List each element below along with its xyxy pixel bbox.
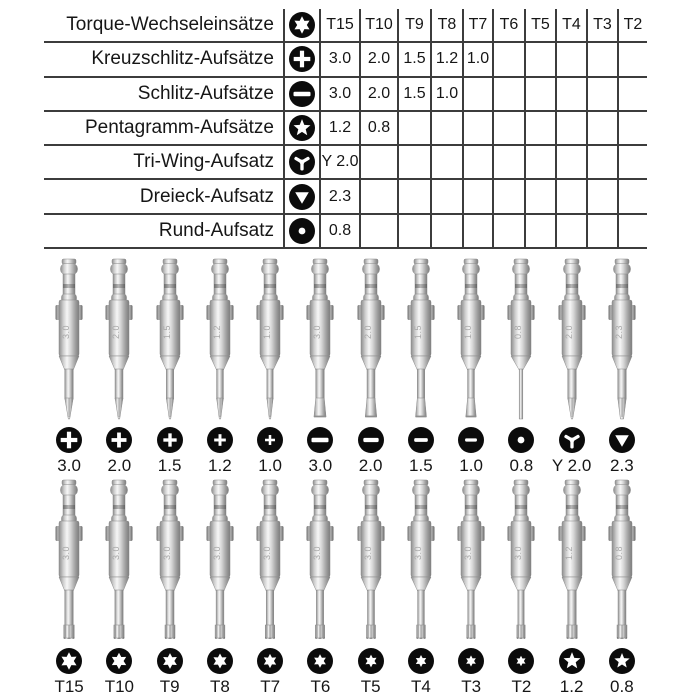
spec-row-label: Pentagramm-Aufsätze xyxy=(44,112,283,146)
spec-value-cell xyxy=(586,180,617,214)
torx-icon xyxy=(207,648,233,674)
spec-value-cell xyxy=(492,215,524,249)
svg-text:3.0: 3.0 xyxy=(61,545,72,561)
svg-text:2.0: 2.0 xyxy=(563,324,574,340)
bit-illustration xyxy=(501,479,541,644)
spec-value-cell xyxy=(617,112,647,146)
spec-value-cell: T4 xyxy=(555,9,586,43)
bit-size-label: T15 xyxy=(54,677,84,696)
spec-value-cell xyxy=(555,215,586,249)
spec-value-cell: 1.2 xyxy=(319,112,359,146)
spec-value-cell xyxy=(359,180,397,214)
spec-value-cell xyxy=(524,180,555,214)
round-icon xyxy=(508,427,534,453)
spec-value-cell: T3 xyxy=(586,9,617,43)
spec-value-cell xyxy=(555,78,586,112)
bit-illustration xyxy=(451,258,491,423)
spec-value-cell xyxy=(555,180,586,214)
phillips-icon xyxy=(289,46,315,72)
bit-size-label: 2.0 xyxy=(358,456,383,475)
torx-icon xyxy=(508,648,534,674)
bit-item xyxy=(145,258,195,476)
spec-row-icon-cell xyxy=(283,9,319,43)
spec-value-cell xyxy=(492,78,524,112)
torx-icon xyxy=(106,648,132,674)
phillips-icon xyxy=(207,427,233,453)
spec-row-label: Rund-Aufsatz xyxy=(44,215,283,249)
bit-illustration xyxy=(451,479,491,644)
slot-icon xyxy=(408,427,434,453)
spec-value-cell: 2.3 xyxy=(319,180,359,214)
spec-value-cell: T15 xyxy=(319,9,359,43)
bit-illustration xyxy=(552,479,592,644)
bit-illustration xyxy=(602,479,642,644)
bit-size-label: 1.5 xyxy=(409,456,433,475)
torx-icon xyxy=(458,648,484,674)
spec-value-cell xyxy=(397,112,430,146)
phillips-icon xyxy=(257,427,283,453)
svg-text:0.8: 0.8 xyxy=(613,545,624,561)
svg-text:3.0: 3.0 xyxy=(111,545,122,561)
bit-size-label: T7 xyxy=(260,677,281,696)
spec-value-cell xyxy=(555,43,586,77)
spec-value-cell xyxy=(492,112,524,146)
spec-value-cell: 1.2 xyxy=(430,43,462,77)
spec-value-cell xyxy=(359,146,397,180)
bit-item xyxy=(597,479,647,697)
phillips-icon xyxy=(56,427,82,453)
spec-row-icon-cell xyxy=(283,43,319,77)
bit-size-label: 2.3 xyxy=(610,456,634,475)
bit-size-label: 2.0 xyxy=(107,456,132,475)
pentagram-icon xyxy=(609,648,635,674)
bit-size-label: T6 xyxy=(310,677,331,696)
bit-illustration xyxy=(200,479,240,644)
spec-value-cell xyxy=(524,112,555,146)
bit-illustration xyxy=(49,479,89,644)
spec-value-cell: 1.5 xyxy=(397,78,430,112)
bit-size-label: 0.8 xyxy=(610,677,634,696)
spec-row-icon-cell xyxy=(283,215,319,249)
spec-value-cell xyxy=(617,43,647,77)
spec-row-label: Torque-Wechseleinsätze xyxy=(44,9,283,43)
bit-item xyxy=(346,258,396,476)
spec-value-cell: 0.8 xyxy=(319,215,359,249)
bit-size-label: T10 xyxy=(104,677,135,696)
bit-size-label: T4 xyxy=(410,677,431,696)
spec-value-cell xyxy=(430,112,462,146)
svg-text:1.2: 1.2 xyxy=(563,545,574,561)
slot-icon xyxy=(289,81,315,107)
svg-text:3.0: 3.0 xyxy=(61,324,72,340)
bit-item xyxy=(396,258,446,476)
spec-value-cell xyxy=(555,146,586,180)
bit-illustration xyxy=(552,258,592,423)
bit-size-label: 1.2 xyxy=(559,677,584,696)
svg-text:1.0: 1.0 xyxy=(262,324,273,340)
spec-value-cell xyxy=(617,215,647,249)
torx-icon xyxy=(307,648,333,674)
spec-value-cell: 3.0 xyxy=(319,78,359,112)
svg-text:1.0: 1.0 xyxy=(463,324,474,340)
bit-size-label: 1.0 xyxy=(459,456,483,475)
bit-item xyxy=(496,258,546,476)
bit-illustration xyxy=(300,258,340,423)
bit-illustration xyxy=(250,479,290,644)
bit-illustration xyxy=(200,258,240,423)
spec-value-cell xyxy=(617,78,647,112)
spec-value-cell xyxy=(462,78,492,112)
spec-row-icon-cell xyxy=(283,78,319,112)
spec-value-cell: T5 xyxy=(524,9,555,43)
spec-value-cell xyxy=(617,146,647,180)
bit-illustration xyxy=(401,479,441,644)
torx-icon xyxy=(56,648,82,674)
bit-illustration xyxy=(501,258,541,423)
phillips-icon xyxy=(157,427,183,453)
bit-item xyxy=(195,258,245,476)
pentagram-icon xyxy=(559,648,585,674)
bit-illustration xyxy=(602,258,642,423)
bit-item xyxy=(295,258,345,476)
bit-item xyxy=(195,479,245,697)
svg-text:1.5: 1.5 xyxy=(161,324,172,340)
spec-row-icon-cell xyxy=(283,146,319,180)
bit-item xyxy=(346,479,396,697)
svg-text:3.0: 3.0 xyxy=(513,545,524,561)
spec-value-cell: T10 xyxy=(359,9,397,43)
bit-item xyxy=(44,479,94,697)
spec-value-cell: T6 xyxy=(492,9,524,43)
spec-value-cell xyxy=(430,180,462,214)
spec-value-cell xyxy=(492,43,524,77)
svg-text:2.3: 2.3 xyxy=(613,324,624,340)
bit-illustration xyxy=(250,258,290,423)
spec-value-cell xyxy=(462,146,492,180)
spec-value-cell xyxy=(397,180,430,214)
spec-value-cell: T8 xyxy=(430,9,462,43)
torx-icon xyxy=(408,648,434,674)
spec-value-cell: 3.0 xyxy=(319,43,359,77)
svg-text:0.8: 0.8 xyxy=(513,324,524,340)
svg-text:1.5: 1.5 xyxy=(412,324,423,340)
slot-icon xyxy=(307,427,333,453)
bit-size-label: T9 xyxy=(159,677,180,696)
bit-illustration xyxy=(99,479,139,644)
spec-value-cell: 2.0 xyxy=(359,43,397,77)
spec-value-cell xyxy=(492,146,524,180)
bit-item xyxy=(446,258,496,476)
bit-size-label: T5 xyxy=(360,677,381,696)
spec-value-cell xyxy=(492,180,524,214)
svg-text:2.0: 2.0 xyxy=(111,324,122,340)
spec-value-cell xyxy=(462,180,492,214)
svg-text:3.0: 3.0 xyxy=(211,545,222,561)
triangle-icon xyxy=(289,184,315,210)
spec-value-cell xyxy=(524,215,555,249)
bit-illustration xyxy=(150,479,190,644)
spec-value-cell: 1.5 xyxy=(397,43,430,77)
bit-item xyxy=(94,479,144,697)
bit-size-label: 1.5 xyxy=(157,456,182,475)
bit-row-2 xyxy=(44,479,647,697)
svg-text:3.0: 3.0 xyxy=(412,545,423,561)
svg-text:1.2: 1.2 xyxy=(211,324,222,340)
bit-illustration xyxy=(49,258,89,423)
spec-value-cell: T2 xyxy=(617,9,647,43)
bit-item xyxy=(446,479,496,697)
spec-row-label: Tri-Wing-Aufsatz xyxy=(44,146,283,180)
spec-row-label: Dreieck-Aufsatz xyxy=(44,180,283,214)
spec-value-cell xyxy=(430,215,462,249)
triwing-icon xyxy=(559,427,585,453)
spec-value-cell: T7 xyxy=(462,9,492,43)
spec-value-cell xyxy=(555,112,586,146)
bit-size-label: 1.2 xyxy=(208,456,232,475)
bit-row-1 xyxy=(44,258,647,476)
bit-illustration xyxy=(99,258,139,423)
spec-value-cell xyxy=(430,146,462,180)
bit-item xyxy=(496,479,546,697)
spec-value-cell xyxy=(586,43,617,77)
svg-text:3.0: 3.0 xyxy=(262,545,273,561)
svg-text:3.0: 3.0 xyxy=(362,545,373,561)
bit-size-label: 3.0 xyxy=(57,456,81,475)
slot-icon xyxy=(358,427,384,453)
bit-item xyxy=(597,258,647,476)
spec-value-cell xyxy=(524,43,555,77)
bit-size-label: 1.0 xyxy=(258,456,282,475)
bit-item xyxy=(44,258,94,476)
bit-item xyxy=(396,479,446,697)
spec-value-cell xyxy=(462,215,492,249)
spec-value-cell: 1.0 xyxy=(430,78,462,112)
spec-row-icon-cell xyxy=(283,112,319,146)
bit-size-label: 0.8 xyxy=(509,456,534,475)
spec-value-cell xyxy=(397,215,430,249)
spec-value-cell xyxy=(462,112,492,146)
torx-icon xyxy=(257,648,283,674)
spec-value-cell: 1.0 xyxy=(462,43,492,77)
triwing-icon xyxy=(289,149,315,175)
spec-value-cell xyxy=(586,78,617,112)
bit-size-label: T8 xyxy=(209,677,230,696)
bit-size-label: Y 2.0 xyxy=(551,456,592,475)
triangle-icon xyxy=(609,427,635,453)
spec-value-cell: Y 2.0 xyxy=(319,146,359,180)
spec-value-cell xyxy=(524,146,555,180)
svg-text:3.0: 3.0 xyxy=(161,545,172,561)
spec-table xyxy=(44,9,647,249)
spec-value-cell xyxy=(397,146,430,180)
bit-illustration xyxy=(300,479,340,644)
bit-item xyxy=(295,479,345,697)
torx-icon xyxy=(358,648,384,674)
svg-text:3.0: 3.0 xyxy=(312,324,323,340)
phillips-icon xyxy=(106,427,132,453)
torx-icon xyxy=(157,648,183,674)
spec-value-cell xyxy=(586,112,617,146)
bit-size-label: T2 xyxy=(511,677,532,696)
bit-item xyxy=(145,479,195,697)
spec-row-label: Schlitz-Aufsätze xyxy=(44,78,283,112)
spec-row-icon-cell xyxy=(283,180,319,214)
bit-illustration xyxy=(150,258,190,423)
bit-illustration xyxy=(401,258,441,423)
spec-value-cell: 2.0 xyxy=(359,78,397,112)
bit-item xyxy=(547,258,597,476)
bit-size-label: 3.0 xyxy=(308,456,333,475)
spec-value-cell xyxy=(586,215,617,249)
spec-value-cell xyxy=(617,180,647,214)
spec-value-cell: 0.8 xyxy=(359,112,397,146)
svg-text:3.0: 3.0 xyxy=(312,545,323,561)
bit-item xyxy=(245,479,295,697)
bit-illustration xyxy=(351,258,391,423)
round-icon xyxy=(289,218,315,244)
svg-text:2.0: 2.0 xyxy=(362,324,373,340)
bit-illustration xyxy=(351,479,391,644)
spec-value-cell xyxy=(524,78,555,112)
slot-icon xyxy=(458,427,484,453)
bit-size-label: T3 xyxy=(461,677,482,696)
pentagram-icon xyxy=(289,115,315,141)
bit-item xyxy=(245,258,295,476)
spec-row-label: Kreuzschlitz-Aufsätze xyxy=(44,43,283,77)
torx-icon xyxy=(289,12,315,38)
svg-text:3.0: 3.0 xyxy=(463,545,474,561)
bit-item xyxy=(547,479,597,697)
spec-value-cell xyxy=(359,215,397,249)
bit-item xyxy=(94,258,144,476)
spec-value-cell: T9 xyxy=(397,9,430,43)
spec-value-cell xyxy=(586,146,617,180)
